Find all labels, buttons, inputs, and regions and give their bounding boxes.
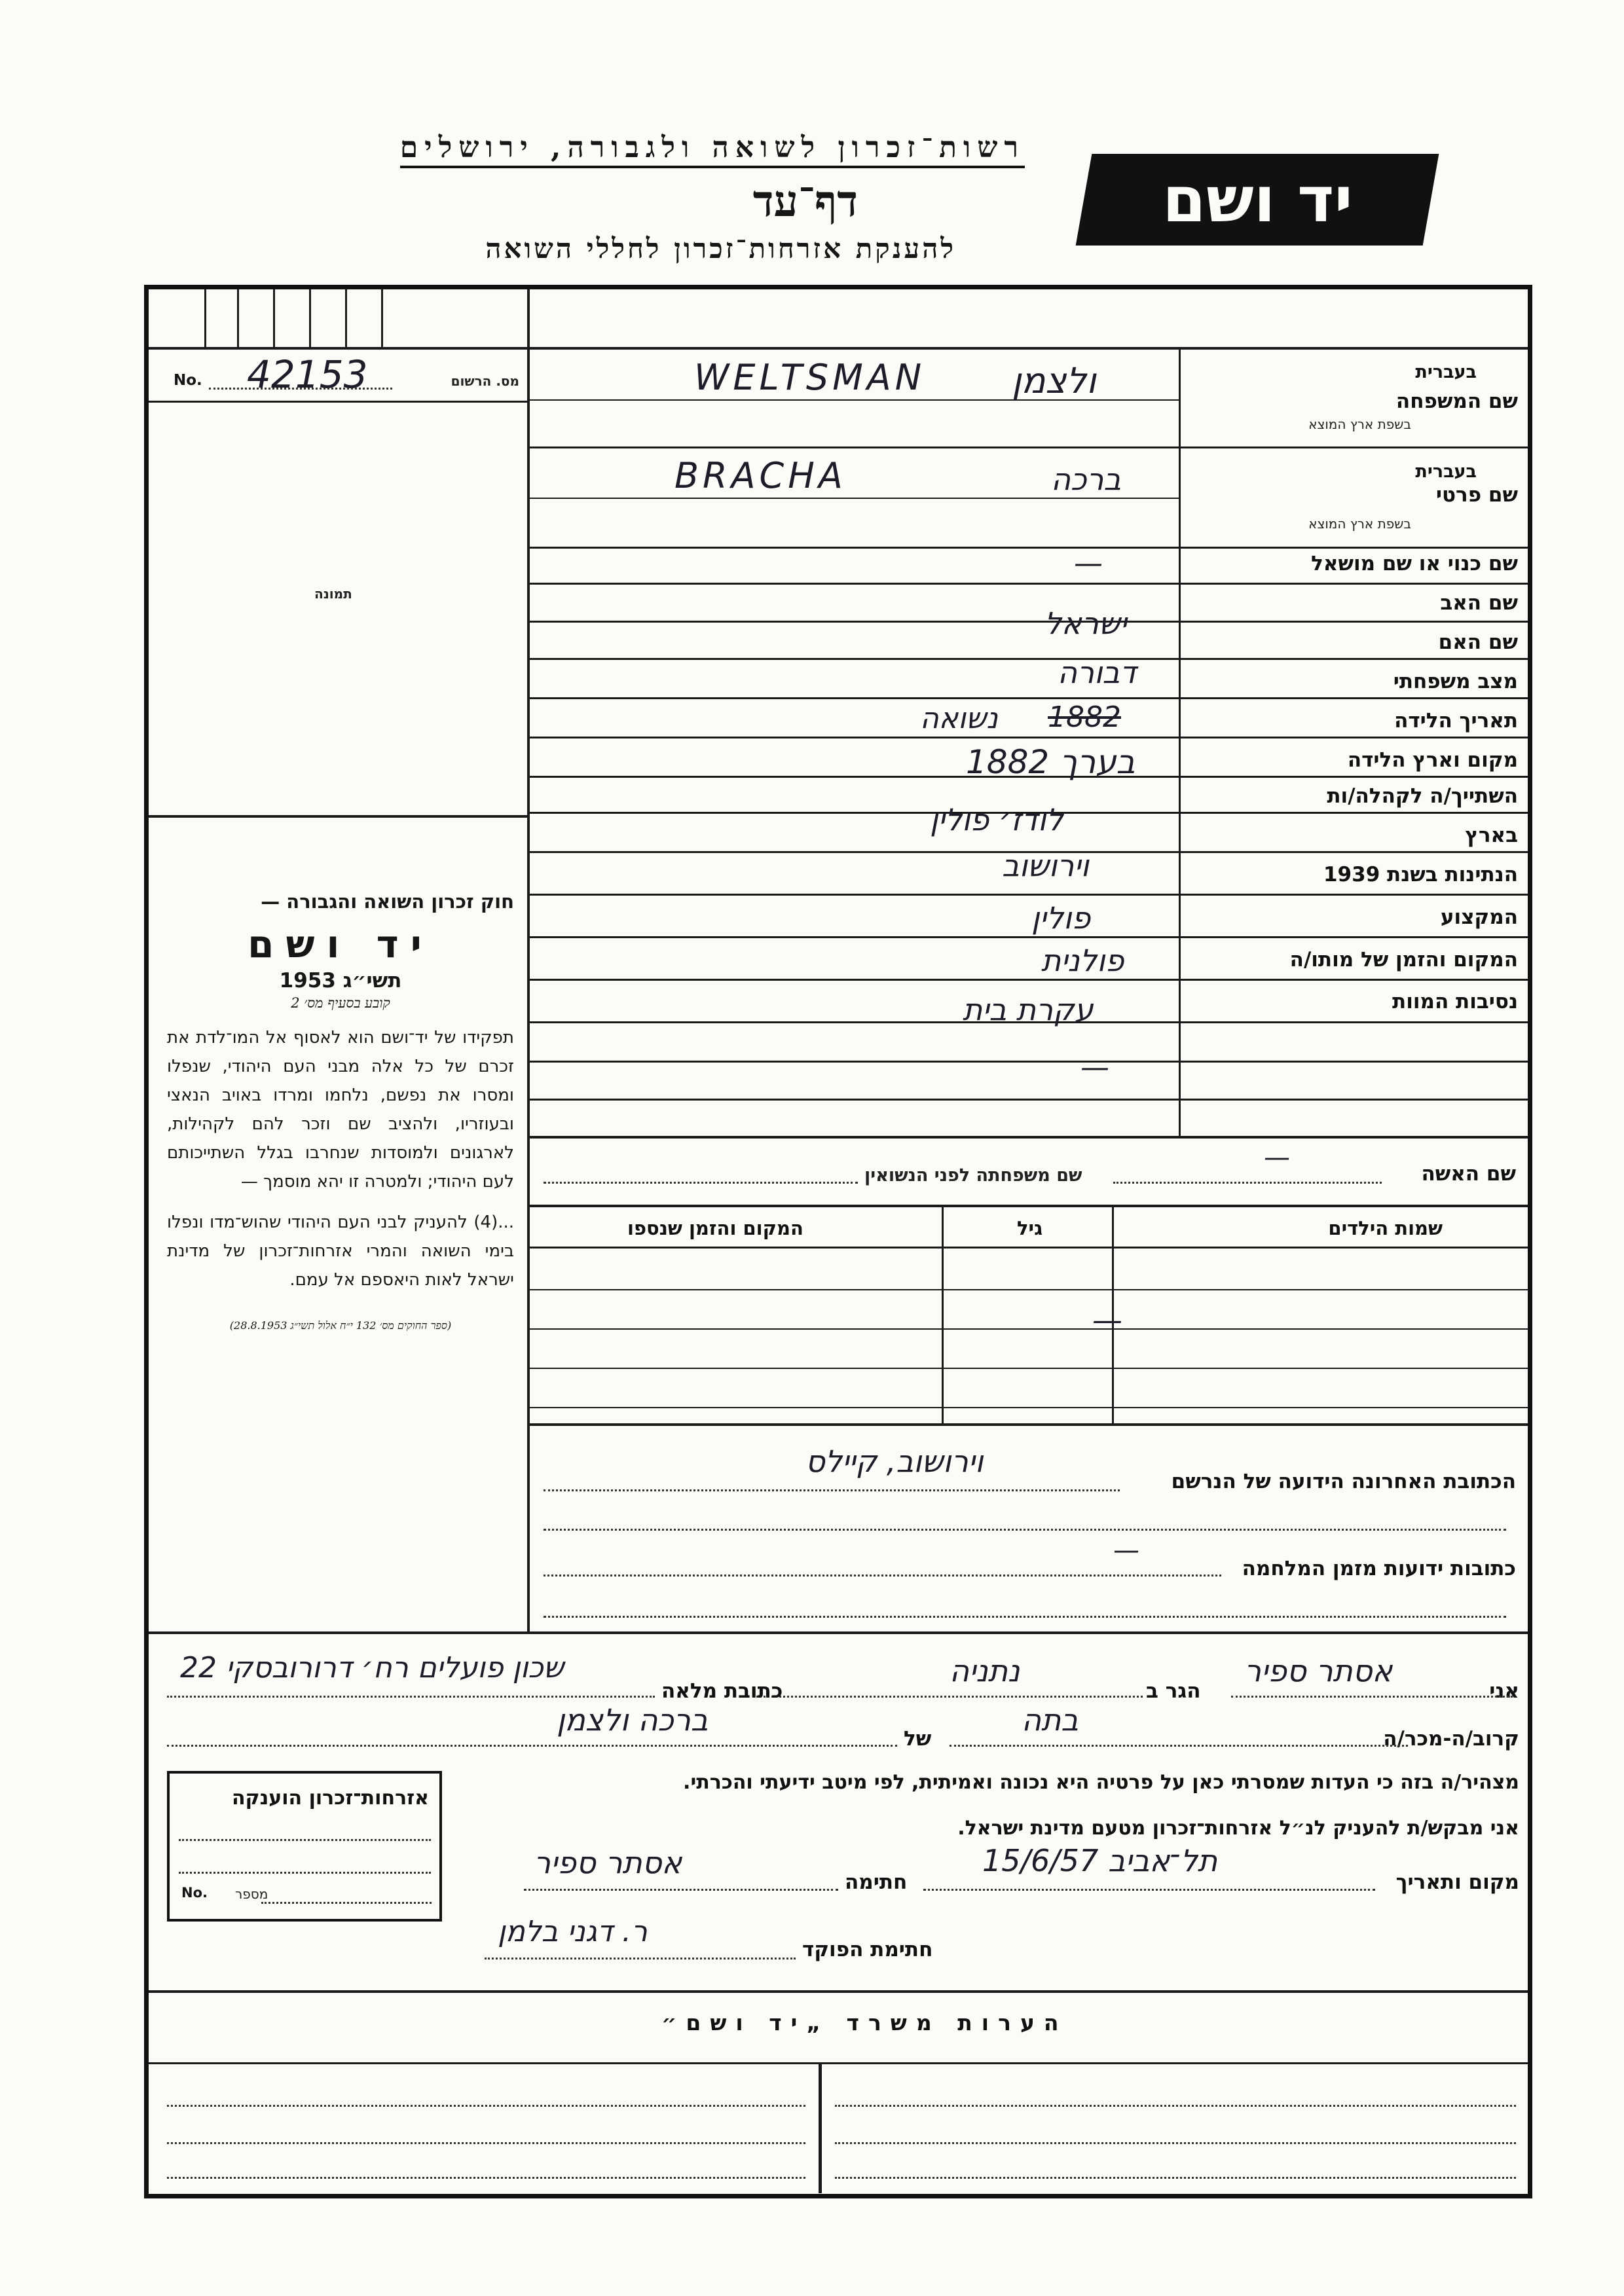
office-notes-divider [819, 2062, 822, 2193]
notes-line [167, 2105, 805, 2107]
birth-place-label: מקום וארץ הלידה [1347, 748, 1518, 772]
declaration-statement-2: אני מבקש/ת להעניק לנ״ל אזרחות־זכרון מטעם מדינת ישראל. [957, 1817, 1519, 1840]
relation-line [950, 1745, 1408, 1747]
children-value: — [1092, 1302, 1122, 1338]
declarant-name-line [1231, 1696, 1513, 1698]
nickname-value: — [1074, 547, 1103, 580]
declarant-signature: אסתר ספיר [534, 1845, 682, 1880]
notes-line [835, 2105, 1516, 2107]
form-title: דף־עד [752, 175, 858, 227]
row-line [529, 979, 1528, 981]
place-date-label: מקום ותאריך [1395, 1870, 1519, 1894]
law-text-1: תפקידו של יד־ושם הוא לאסוף אל המו־לדת את זכרם של כל אלה מבני העם היהודי, שנפלו ומסרו את נפשם, נלחמו ומרדו באויב הנאצי ובעוזריו, ולהציב שם וזכר להם לקהילות, לארגונים ולמוסדות שנחרבו בגלל השתייכותם לעם היהודי; ולמטרה זו יהא מוסמך — [167, 1028, 514, 1192]
form-subtitle: להענקת אזרחות־זכרון לחללי השואה [485, 232, 956, 264]
first-name-native-sub: בשפת ארץ המוצא [1308, 516, 1411, 532]
children-table [529, 1207, 1528, 1423]
wartime-address-label: כתובות ידועות מזמן המלחמה [1242, 1557, 1516, 1580]
resides-line [756, 1696, 1143, 1698]
yad-vashem-logo [1076, 154, 1439, 246]
registration-label: מס. הרשום [451, 373, 519, 389]
row-line [529, 658, 1528, 660]
photo-label: תמונה [314, 586, 352, 602]
declarant-city: נתניה [950, 1653, 1020, 1688]
children-age-header: גיל [1017, 1217, 1043, 1239]
first-name-label: שם פרטי [1435, 483, 1518, 507]
law-name: יד ושם [248, 922, 434, 966]
law-year: תשי״ג 1953 [279, 969, 402, 993]
law-clause: קובע בסעיף מס׳ 2 [291, 995, 390, 1011]
country-value: פולין [1031, 900, 1091, 936]
place-date-value: תל־אביב 15/6/57 [982, 1843, 1218, 1878]
row-line [529, 1136, 1528, 1139]
registration-divider [149, 401, 527, 403]
last-address-value: וירושוב, קיילס [805, 1444, 984, 1479]
row-line [529, 894, 1528, 896]
death-place-time-value: — [1080, 1051, 1109, 1084]
signature-line [524, 1889, 838, 1891]
family-name-native-sub: בשפת ארץ המוצא [1308, 416, 1411, 432]
declarant-relation: בתה [1022, 1702, 1079, 1738]
declarant-full-address: שכון פועלים רח׳ דרורובסקי 22 [180, 1651, 564, 1685]
row-line [529, 446, 1528, 448]
row-line [529, 547, 1528, 549]
addresses-divider [149, 1631, 1528, 1634]
victim-name-repeat: ברכה ולצמן [557, 1702, 709, 1738]
top-strip-divider [149, 347, 1528, 350]
spouse-name-line [1113, 1182, 1382, 1184]
label-column-divider [1179, 347, 1181, 1136]
official-signature-line [485, 1958, 796, 1959]
birth-date-value: בערך 1882 [966, 743, 1135, 781]
citizenship-granted-box [167, 1771, 442, 1922]
declarant-name: אסתר ספיר [1244, 1653, 1393, 1688]
notes-line [835, 2142, 1516, 2144]
marital-value: נשואה [920, 702, 998, 735]
row-line [529, 936, 1528, 938]
children-names-header: שמות הילדים [1328, 1217, 1443, 1239]
family-name-hebrew-value: ולצמן [1012, 360, 1096, 401]
last-address-line [544, 1489, 1120, 1491]
family-name-hebrew-sub: בעברית [1415, 362, 1477, 382]
citizenship-box-title: אזרחות־זכרון הוענקה [231, 1787, 429, 1810]
row-line [529, 583, 1528, 585]
official-signature: ר. דגני בלמן [498, 1915, 648, 1948]
registration-label-latin: No. [174, 372, 202, 389]
citizenship-1939-label: הנתינות בשנת 1939 [1323, 863, 1518, 886]
father-label: שם האב [1440, 591, 1518, 615]
logo-text: יד ושם [1162, 163, 1353, 236]
citizenship-box-no-latin: No. [181, 1885, 208, 1901]
notes-line [167, 2177, 805, 2179]
photo-box-bottom [149, 815, 527, 818]
row-line [529, 498, 1181, 499]
country-label: בארץ [1465, 824, 1518, 847]
notes-line [835, 2177, 1516, 2179]
first-name-latin-value: BRACHA [674, 455, 847, 496]
row-line [529, 697, 1528, 699]
birth-place-value: לודז׳ פולין [930, 802, 1063, 837]
community-label: השתייך/ה לקהלה/ות [1327, 784, 1518, 808]
spouse-label: שם האשה [1421, 1162, 1516, 1186]
declarant-i-label: אני [1489, 1679, 1519, 1703]
registration-row [149, 354, 527, 399]
resides-label: הגר ב [1146, 1679, 1201, 1703]
children-place-header: המקום והזמן שנספו [627, 1217, 803, 1239]
spouse-maiden-line [544, 1182, 858, 1184]
full-address-line [167, 1696, 655, 1698]
last-address-label: הכתובת האחרונה הידועה של הנרשם [1171, 1470, 1516, 1493]
left-column-divider [527, 289, 530, 1631]
of-line [167, 1745, 897, 1747]
children-divider [529, 1423, 1528, 1426]
address-line [544, 1529, 1506, 1531]
registration-number: 42153 [247, 352, 368, 397]
marital-struck-value: 1882 [1048, 701, 1121, 734]
nickname-label: שם כנוי או שם מושאל [1311, 552, 1518, 575]
community-value: וירושוב [1002, 848, 1090, 883]
office-notes-header-line [149, 2062, 1528, 2064]
notes-line [167, 2142, 805, 2144]
marital-label: מצב משפחתי [1393, 670, 1518, 693]
first-name-hebrew-value: ברכה [1051, 462, 1121, 497]
citizenship-1939-value: פולנית [1041, 943, 1124, 978]
official-signature-label: חתימת הפוקד [802, 1938, 933, 1961]
death-circumstances-label: נסיבות המוות [1392, 990, 1518, 1013]
family-name-label: שם המשפחה [1395, 390, 1518, 413]
father-value: ישראל [1044, 606, 1127, 641]
signature-label: חתימה [845, 1870, 908, 1894]
first-name-hebrew-sub: בעברית [1415, 462, 1477, 482]
death-place-time-label: המקום והזמן של מותו/ה [1289, 948, 1518, 972]
declaration-statement-1: מצהיר/ה בזה כי העדות שמסרתי כאן על פרטיה היא נכונה ואמיתית, לפי מיטב ידיעתי והכרתי. [683, 1771, 1519, 1794]
relation-label: קרוב/ה-מכר/ה [1383, 1727, 1519, 1751]
mother-label: שם האם [1438, 630, 1518, 654]
of-label: של [904, 1727, 932, 1751]
address-line [544, 1616, 1506, 1618]
row-line [529, 621, 1528, 623]
office-notes-title: הערות משרד „יד ושם״ [661, 2010, 1068, 2035]
place-date-line [923, 1889, 1375, 1891]
row-line [529, 737, 1528, 738]
office-notes-top [149, 1990, 1528, 1993]
occupation-value: עקרת בית [963, 992, 1094, 1027]
spouse-maiden-label: שם משפחתה לפני הנשואין [864, 1165, 1082, 1186]
spouse-value: — [1264, 1142, 1290, 1173]
law-text-2: ...(4) להעניק לבני העם היהודי שהוש־מדו ונפלו בימי השואה והמרי אזרחות־זכרון של מדינת ישראל לאות היאספם אל עמם. [167, 1212, 514, 1290]
wartime-address-line [544, 1575, 1221, 1576]
organization-line: רשות־זכרון לשואה ולגבורה, ירושלים [400, 131, 1025, 168]
wartime-address-value: — [1113, 1535, 1139, 1565]
full-address-label: כתובת מלאה [661, 1679, 783, 1703]
row-line [529, 1061, 1528, 1063]
row-line [529, 1099, 1528, 1101]
law-block [167, 890, 514, 1332]
family-name-latin-value: WELTSMAN [694, 357, 926, 398]
citizenship-box-number-label: מספר [235, 1886, 268, 1902]
law-source: (ספר החוקים מס׳ 132 י״ח אלול תשי״ג 28.8.1953) [229, 1319, 452, 1332]
birth-date-label: תאריך הלידה [1394, 709, 1518, 733]
occupation-label: המקצוע [1440, 905, 1518, 929]
digit-boxes [149, 289, 527, 347]
mother-value: דבורה [1058, 655, 1137, 690]
law-heading: חוק זכרון השואה והגבורה — [261, 890, 514, 913]
